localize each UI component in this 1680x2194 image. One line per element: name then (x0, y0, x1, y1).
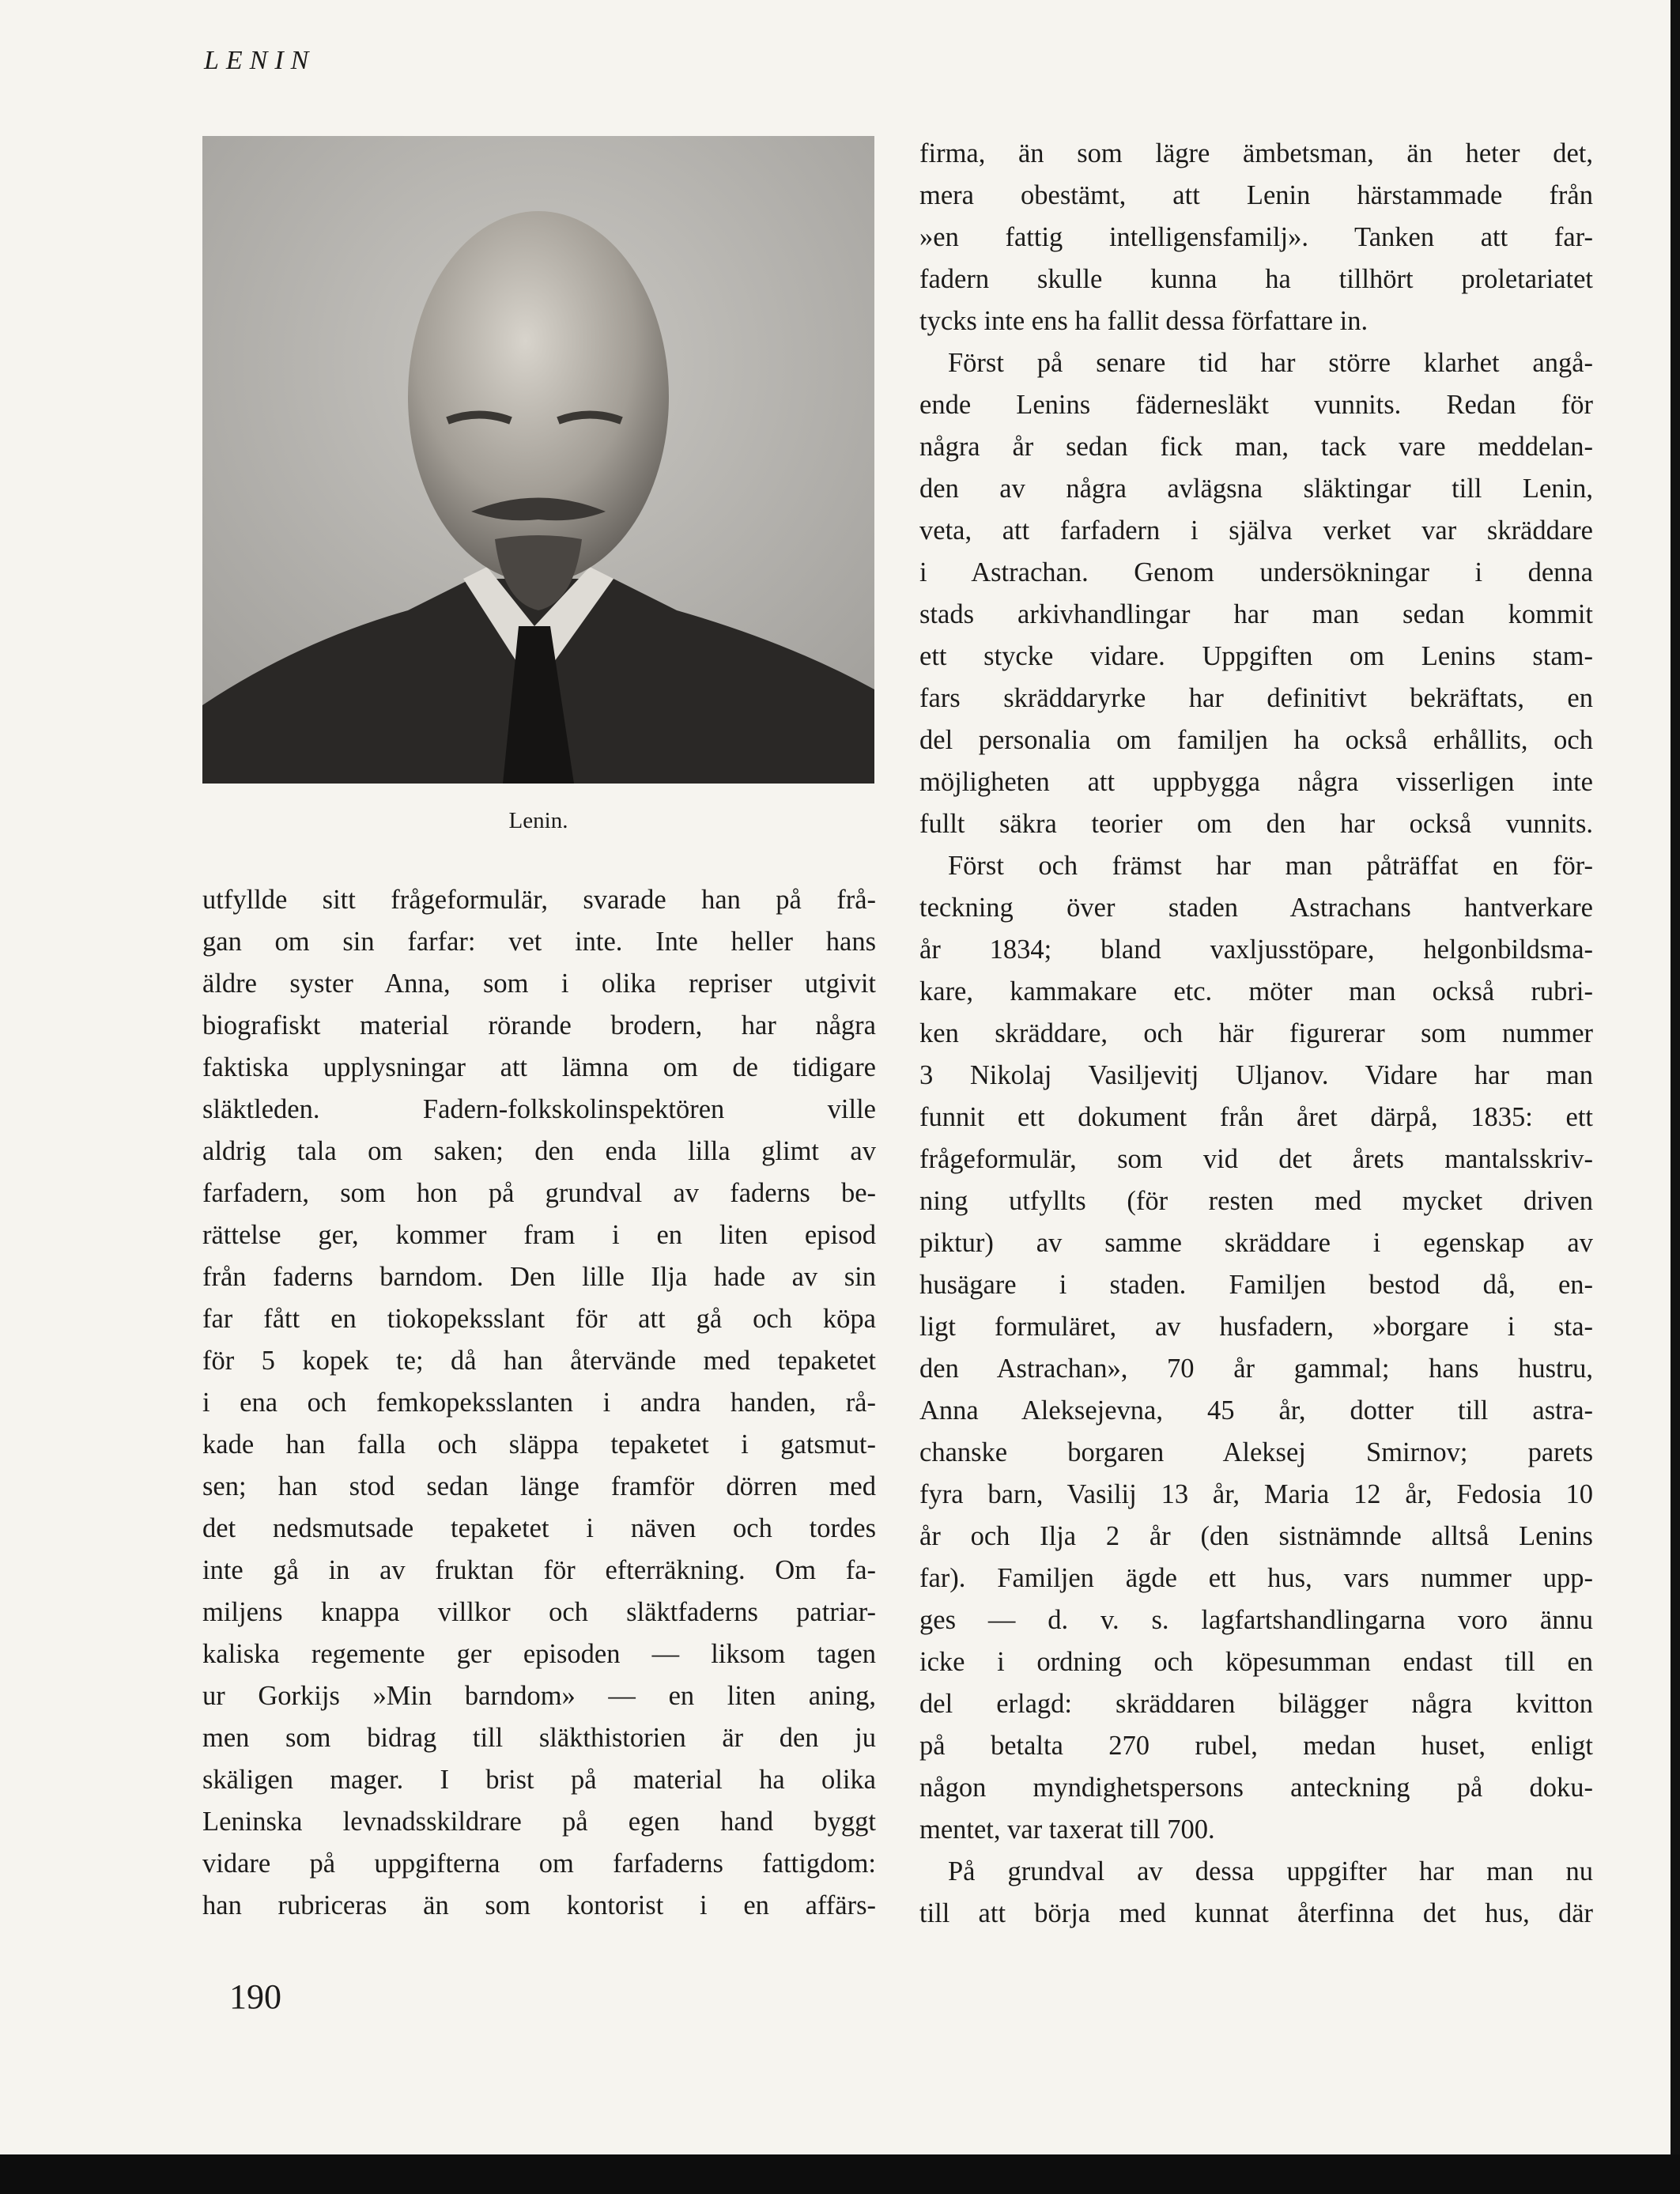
text-line: 3 Nikolaj Vasiljevitj Uljanov. Vidare har man (919, 1060, 1593, 1090)
text-line: teckning över staden Astrachans hantverkare (919, 893, 1593, 923)
text-line: ett stycke vidare. Uppgiften om Lenins stam- (919, 641, 1593, 671)
text-line: aldrig tala om saken; den enda lilla glimt av (202, 1136, 876, 1166)
paragraph (919, 1851, 1593, 1935)
text-line: ning utfyllts (för resten med mycket driven (919, 1186, 1593, 1216)
text-line: det nedsmutsade tepaketet i näven och tordes (202, 1513, 876, 1543)
text-line: Först på senare tid har större klarhet angå- (948, 348, 1593, 378)
text-line: skäligen mager. I brist på material ha olika (202, 1765, 876, 1795)
text-line: sen; han stod sedan länge framför dörren med (202, 1471, 876, 1501)
text-line: ken skräddare, och här figurerar som nummer (919, 1018, 1593, 1048)
text-line: fars skräddaryrke har definitivt bekräftats, en (919, 683, 1593, 713)
text-line: släktleden. Fadern-folkskolinspektören ville (202, 1094, 876, 1124)
text-line: i Astrachan. Genom undersökningar i denna (919, 557, 1593, 587)
text-line: mentet, var taxerat till 700. (919, 1814, 1215, 1845)
text-line: den av några avlägsna släktingar till Lenin, (919, 474, 1593, 504)
text-line: del personalia om familjen ha också erhållits, och (919, 725, 1593, 755)
text-line: Leninska levnadsskildrare på egen hand byggt (202, 1807, 876, 1837)
text-line: år och Ilja 2 år (den sistnämnde alltså Lenins (919, 1521, 1593, 1551)
text-line: fadern skulle kunna ha tillhört proletariatet (919, 264, 1593, 294)
text-line: inte gå in av fruktan för efterräkning. Om fa- (202, 1555, 876, 1585)
text-line: vidare på uppgifterna om farfaderns fattigdom: (202, 1848, 876, 1879)
text-line: stads arkivhandlingar har man sedan kommit (919, 599, 1593, 629)
text-line: ges — d. v. s. lagfartshandlingarna voro ännu (919, 1605, 1593, 1635)
portrait-photo (202, 136, 874, 784)
text-line: miljens knappa villkor och släktfaderns patriar- (202, 1597, 876, 1627)
text-line: gan om sin farfar: vet inte. Inte heller hans (202, 927, 876, 957)
text-line: farfadern, som hon på grundval av faderns be- (202, 1178, 876, 1208)
text-line: del erlagd: skräddaren bilägger några kvitton (919, 1689, 1593, 1719)
text-line: kaliska regemente ger episoden — liksom tagen (202, 1639, 876, 1669)
text-line: rättelse ger, kommer fram i en liten episod (202, 1220, 876, 1250)
paragraph (919, 342, 1593, 845)
text-line: husägare i staden. Familjen bestod då, en- (919, 1270, 1593, 1300)
text-line: den Astrachan», 70 år gammal; hans hustru, (919, 1354, 1593, 1384)
text-line: någon myndighetspersons anteckning på doku- (919, 1773, 1593, 1803)
text-line: icke i ordning och köpesumman endast till en (919, 1647, 1593, 1677)
paragraph (919, 845, 1593, 1851)
text-line: firma, än som lägre ämbetsman, än heter det, (919, 138, 1593, 168)
text-line: Först och främst har man påträffat en för- (948, 851, 1593, 881)
text-line: ur Gorkijs »Min barndom» — en liten aning, (202, 1681, 876, 1711)
text-line: ligt formuläret, av husfadern, »borgare i sta- (919, 1312, 1593, 1342)
text-line: kade han falla och släppa tepaketet i gatsmut- (202, 1429, 876, 1460)
text-line: kare, kammakare etc. möter man också rubri- (919, 976, 1593, 1006)
text-line: mera obestämt, att Lenin härstammade från (919, 180, 1593, 210)
text-line: chanske borgaren Aleksej Smirnov; parets (919, 1437, 1593, 1467)
figure-caption: Lenin. (508, 808, 568, 833)
text-line: funnit ett dokument från året därpå, 1835: ett (919, 1102, 1593, 1132)
scan-edge (1671, 0, 1680, 2194)
text-line: »en fattig intelligensfamilj». Tanken att far- (919, 222, 1593, 252)
text-line: Anna Aleksejevna, 45 år, dotter till astra- (919, 1395, 1593, 1426)
text-line: faktiska upplysningar att lämna om de tidigare (202, 1052, 876, 1082)
right-column (919, 133, 1593, 1935)
running-head: LENIN (204, 46, 316, 75)
text-line: fyra barn, Vasilij 13 år, Maria 12 år, Fedosia 10 (919, 1479, 1593, 1509)
text-line: år 1834; bland vaxljusstöpare, helgonbildsma- (919, 935, 1593, 965)
text-line: i ena och femkopeksslanten i andra handen, rå- (202, 1388, 876, 1418)
left-column (202, 879, 876, 1927)
text-line: för 5 kopek te; då han återvände med tepaketet (202, 1346, 876, 1376)
text-line: möjligheten att uppbygga några visserligen inte (919, 767, 1593, 797)
text-line: på betalta 270 rubel, medan huset, enligt (919, 1731, 1593, 1761)
text-line: frågeformulär, som vid det årets mantalsskriv- (919, 1144, 1593, 1174)
text-line: till att börja med kunnat återfinna det hus, där (919, 1898, 1593, 1928)
paragraph (202, 879, 876, 1927)
text-line: äldre syster Anna, som i olika repriser utgivit (202, 969, 876, 999)
text-line: utfyllde sitt frågeformulär, svarade han på frå- (202, 885, 876, 915)
text-line: några år sedan fick man, tack vare meddelan- (919, 432, 1593, 462)
text-line: På grundval av dessa uppgifter har man nu (948, 1856, 1593, 1886)
text-line: veta, att farfadern i själva verket var skräddare (919, 515, 1593, 546)
text-line: fullt säkra teorier om den har också vunnits. (919, 809, 1593, 839)
text-line: piktur) av samme skräddare i egenskap av (919, 1228, 1593, 1258)
text-line: far fått en tiokopeksslant för att gå och köpa (202, 1304, 876, 1334)
scan-bottom-border (0, 2154, 1680, 2194)
text-line: från faderns barndom. Den lille Ilja hade av sin (202, 1262, 876, 1292)
text-line: men som bidrag till släkthistorien är den ju (202, 1723, 876, 1753)
paragraph (919, 133, 1593, 342)
text-line: tycks inte ens ha fallit dessa författare in. (919, 306, 1369, 336)
text-line: far). Familjen ägde ett hus, vars nummer upp- (919, 1563, 1593, 1593)
text-line: biografiskt material rörande brodern, har några (202, 1010, 876, 1040)
page-number: 190 (229, 1977, 281, 2016)
text-line: han rubriceras än som kontorist i en affärs- (202, 1890, 876, 1920)
text-line: ende Lenins fädernesläkt vunnits. Redan för (919, 390, 1593, 420)
